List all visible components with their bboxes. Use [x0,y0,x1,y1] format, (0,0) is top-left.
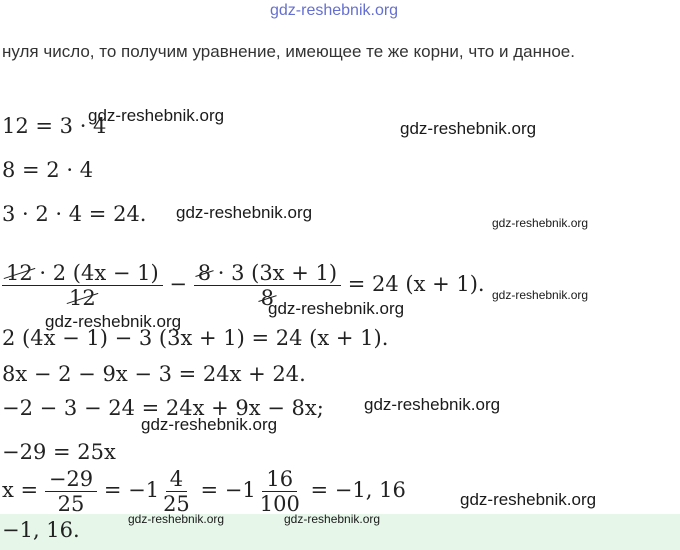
watermark: gdz-reshebnik.org [176,203,313,222]
watermark: gdz-reshebnik.org [364,395,501,414]
equation-8: 8 = 2 · 4 [2,158,94,182]
fraction-1: $\frac{12 \cdot 2 (4x - 1)}{12}$ [2,262,163,309]
equation-simplified: 8x − 2 − 9x − 3 = 24x + 24. [2,362,306,386]
fraction-2: $\frac{8 \cdot 3 (3x + 1)}{8}$ [194,262,341,309]
watermark: gdz-reshebnik.org [128,512,225,526]
watermark: gdz-reshebnik.org [141,415,278,434]
watermark: gdz-reshebnik.org [284,512,381,526]
fraction-rhs: = 24 (x + 1). [347,272,485,297]
watermark: gdz-reshebnik.org [492,288,589,302]
equation-x-value: x = $\frac{-29}{25}$ = −1 $\frac{4}{25}$ = −1 $\frac{16}{100}$ = −1, 16 [2,467,406,517]
equation-expanded: 2 (4x − 1) − 3 (3x + 1) = 24 (x + 1). [2,326,389,350]
equation-collected: −2 − 3 − 24 = 24x + 9x − 8x; [2,396,324,420]
watermark: gdz-reshebnik.org [45,312,182,331]
fraction-x3: $\frac{16}{100}$ [259,467,300,517]
watermark: gdz-reshebnik.org [268,299,405,318]
cancelled-12-den: 12 [68,286,96,311]
watermark: gdz-reshebnik.org [460,490,597,509]
watermark: gdz-reshebnik.org [88,106,225,125]
intro-text: нуля число, то получим уравнение, имеющее те же корни, что и данное. [2,42,575,61]
minus-sign: − [169,272,187,297]
fraction-x2: $\frac{4}{25}$ [163,467,190,517]
equation-12: 12 = 3 · 4 [2,114,107,138]
equation-result: −29 = 25x [2,440,116,464]
watermark: gdz-reshebnik.org [400,119,537,138]
answer-text: −1, 16. [2,518,80,542]
cancelled-8-den: 8 [260,286,275,311]
fraction-x1: $\frac{-29}{25}$ [45,468,97,515]
equation-fractions [2,262,485,309]
cancelled-8-num: 8 [197,261,212,285]
cancelled-12-num: 12 [6,261,33,285]
watermark: gdz-reshebnik.org [492,216,589,230]
watermark-top: gdz-reshebnik.org [270,2,399,19]
equation-lcm: 3 · 2 · 4 = 24. [2,202,147,226]
